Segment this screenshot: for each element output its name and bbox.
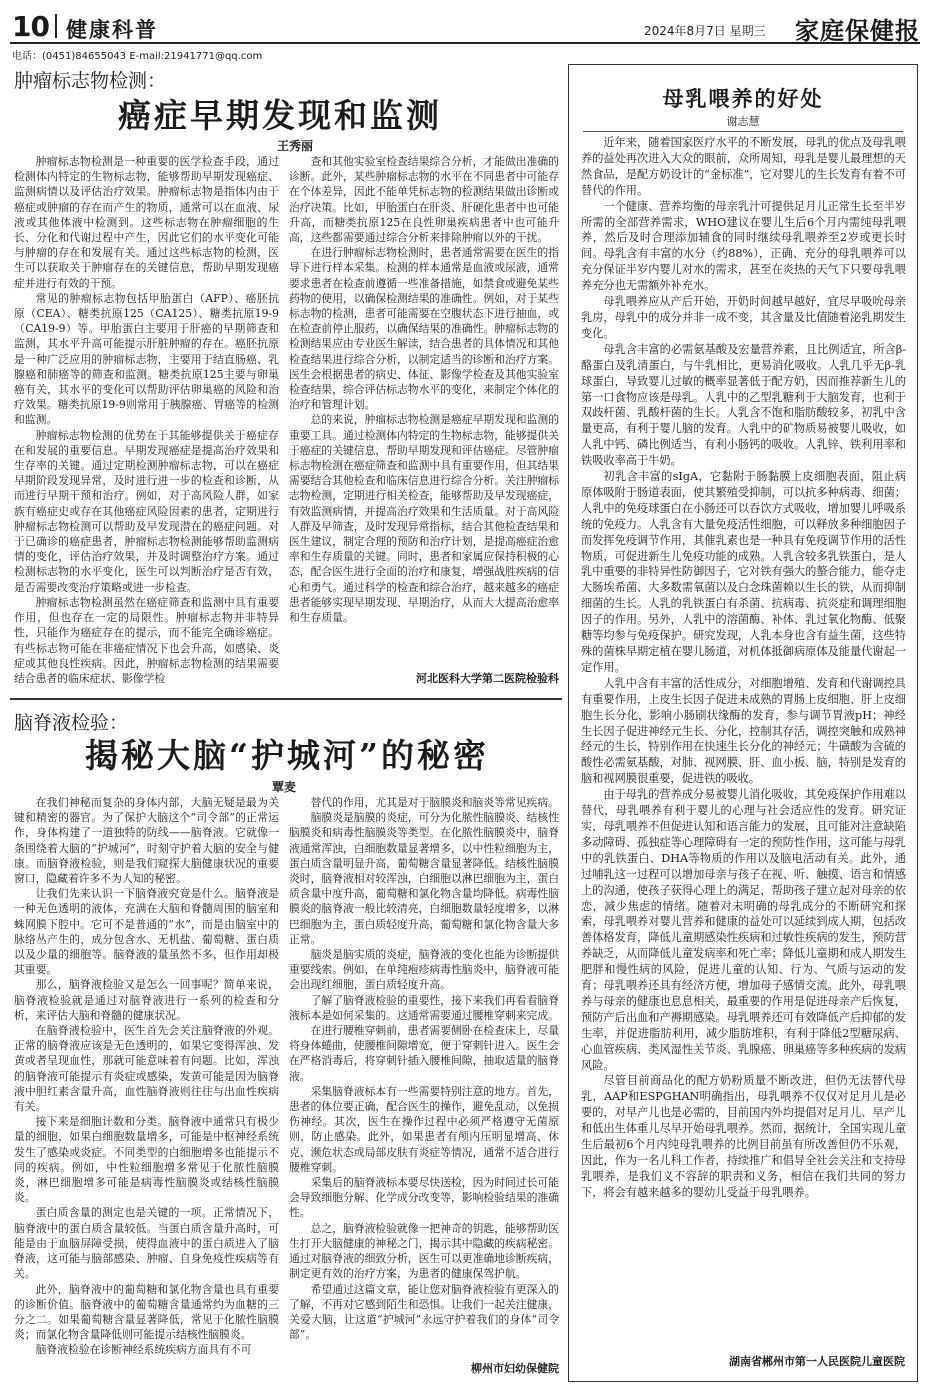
paragraph: 此外，脑脊液中的葡萄糖和氯化物含量也具有重要的诊断价值。脑脊液中的葡萄糖含量通常约为血糖的三分之二。如果葡萄糖含量显著降低，常见于化脓性脑膜炎；而氯化物含量降低则可能提示结核性脑膜炎。 — [14, 1282, 279, 1342]
section-title: 健康科普 — [66, 17, 158, 42]
article1-headline: 癌症早期发现和监测 — [118, 96, 442, 135]
article3-headline: 母乳喂养的好处 — [662, 86, 824, 111]
article3-title-rule — [583, 131, 903, 132]
paragraph: 接下来是细胞计数和分类。脑脊液中通常只有极少量的细胞，如果白细胞数量增多，可能是中枢神经系统发生了感染或炎症。不同类型的白细胞增多也能提示不同的疾病。例如，中性粒细胞增多常见于化脓性脑膜炎，淋巴细胞增多可能是病毒性脑膜炎或结核性脑膜炎。 — [14, 1115, 279, 1205]
paragraph: 让我们先来认识一下脑脊液究竟是什么。脑脊液是一种无色透明的液体，充满在大脑和脊髓周围的脑室和蛛网膜下腔中。它可不是普通的“水”，而是由脑室中的脉络丛产生的，成分包含水、无机盐、葡萄糖、蛋白质以及少量的细胞等。脑脊液的量虽然不多，但作用却极其重要。 — [14, 887, 279, 977]
paragraph: 一个健康、营养均衡的母亲乳汁可提供足月儿正常生长至半岁所需的全部营养需求，WHO建议在婴儿生后6个月内需纯母乳喂养，然后及时合理添加辅食的同时继续母乳喂养至2岁或更长时间。母乳含有丰富的水分（约88%），正确、充分的母乳喂养可以充分保证半岁内婴儿对水的需求，甚至在炎热的天气下只要母乳喂养充分也无需额外补充水。 — [581, 199, 906, 293]
article3-body — [581, 135, 906, 1347]
paragraph: 采集脑脊液标本有一些需要特别注意的地方。首先，患者的体位要正确，配合医生的操作，避免乱动，以免损伤神经。其次，医生在操作过程中必须严格遵守无菌原则，防止感染。此外，如果患者有颅内压明显增高、休克、濒危状态或局部皮肤有炎症等情况，通常不适合进行腰椎穿刺。 — [289, 1084, 559, 1174]
contact-line: 电话：(0451)84655043 E-mail:21941771@qq.com — [12, 51, 263, 62]
article2-author: 覃麦 — [272, 780, 297, 794]
article2-column-1 — [14, 795, 279, 1378]
paragraph: 希望通过这篇文章，能让您对脑脊液检验有更深入的了解，不再对它感到陌生和恐惧。让我们一起关注健康，关爱大脑，让这道“护城河”永远守护着我们的身体“司令部”。 — [289, 1282, 559, 1342]
paragraph: 肿瘤标志物检测是一种重要的医学检查手段，通过检测体内特定的生物标志物，能够帮助早期发现癌症、监测病情以及评估治疗效果。肿瘤标志物是指体内由于癌症或肿瘤的存在而产生的物质，通常可以在血液、尿液或其他体液中检测到。这些标志物在肿瘤细胞的生长、分化和代谢过程中产生，因此它们的水平变化可能与肿瘤的存在和发展有关。通过这些标志物的检测，医生可以获取关于肿瘤存在的关键信息，帮助早期发现癌症并进行有效的干预。 — [14, 155, 279, 290]
paragraph: 常见的肿瘤标志物包括甲胎蛋白（AFP）、癌胚抗原（CEA）、糖类抗原125（CA125）、糖类抗原19-9（CA19-9）等。甲胎蛋白主要用于肝癌的早期筛查和监测，其水平升高可能提示肝脏肿瘤的存在。癌胚抗原是一种广泛应用的肿瘤标志物，主要用于结直肠癌、乳腺癌和肺癌等的筛查和监测。糖类抗原125主要与卵巢癌有关，其水平的变化可以帮助评估卵巢癌的风险和治疗效果。糖类抗原19-9则常用于胰腺癌、胃癌等的检测和监测。 — [14, 291, 279, 427]
article2-credit: 柳州市妇幼保健院 — [471, 1362, 559, 1375]
article3-author: 谢志慧 — [726, 115, 760, 128]
article1-credit: 河北医科大学第二医院检验科 — [416, 672, 559, 685]
article2-kicker: 脑脊液检验： — [14, 712, 129, 734]
article1-column-2 — [289, 154, 559, 666]
paragraph: 在进行腰椎穿刺前，患者需要侧卧在检查床上，尽量将身体蜷曲，使腰椎间隙增宽，便于穿刺针进入。医生会在严格消毒后，将穿刺针插入腰椎间隙，抽取适量的脑脊液。 — [289, 1024, 559, 1083]
paragraph: 在我们神秘而复杂的身体内部，大脑无疑是最为关键和精密的器官。为了保护大脑这个“司令部”的正常运作，身体构建了一道独特的防线——脑脊液。它就像一条围绕着大脑的“护城河”，时刻守护着大脑的安全与健康。而脑脊液检验，则是我们窥探大脑健康状况的重要窗口，隐藏着许多不为人知的秘密。 — [14, 796, 279, 886]
paper-name: 家庭保健报 — [795, 16, 920, 45]
page-number: 10 — [12, 10, 49, 43]
article3-credit: 湖南省郴州市第一人民医院儿童医院 — [729, 1355, 905, 1368]
paragraph: 采集后的脑脊液标本要尽快送检，因为时间过长可能会导致细胞分解、化学成分改变等，影响检验结果的准确性。 — [289, 1176, 559, 1220]
masthead-divider — [55, 14, 57, 38]
paragraph: 总之，脑脊液检验就像一把神奇的钥匙，能够帮助医生打开大脑健康的神秘之门，揭示其中隐藏的疾病秘密。通过对脑脊液的细致分析，医生可以更准确地诊断疾病，制定更有效的治疗方案，为患者的健康保驾护航。 — [289, 1221, 559, 1281]
article2-column-2 — [289, 795, 559, 1357]
paragraph: 总的来说，肿瘤标志物检测是癌症早期发现和监测的重要工具。通过检测体内特定的生物标志物，能够提供关于癌症的关键信息，帮助早期发现和评估癌症。尽管肿瘤标志物检测在癌症筛查和监测中具有重要作用，但其结果需要结合其他检查和临床信息进行综合分析。关注肿瘤标志物检测，定期进行相关检查，能够帮助及早发现癌症，有效监测病情，并提高治疗效果和生活质量。对于高风险人群及早筛查，及时发现异常指标，结合其他检查结果和医生建议，制定合理的预防和治疗计划，是提高癌症治愈率和生存质量的关键。同时，患者和家属应保持积极的心态，配合医生进行全面的治疗和康复，增强战胜疾病的信心和勇气。通过科学的检查和综合治疗，越来越多的癌症患者能够实现早期发现、早期治疗，从而大大提高治愈率和生存质量。 — [289, 413, 559, 625]
paragraph: 由于母乳的营养成分易被婴儿消化吸收，其免疫保护作用难以替代，母乳喂养有利于婴儿的心理与社会适应性的发育。研究证实，母乳喂养不但促进认知和语言能力的发展，且可能对注意缺陷多动障碍、孤独症等心理障碍有一定的预防性作用，这可能与母乳中的乳铁蛋白、DHA等物质的作用以及脑电活动有关。此外，通过哺乳这一过程可以增加母亲与孩子在视、听、触摸、语言和情感上的沟通，使孩子获得心理上的满足，帮助孩子建立起对母亲的依恋，减少焦虑的情绪。随着对未明确的母乳成分的不断研究和探索，母乳喂养对婴儿营养和健康的益处可以延续到成人期，包括改善体格发育，降低儿童期感染性疾病和过敏性疾病的发生，预防营养缺乏，从而降低儿童发病率和死亡率；降低儿童期和成人期发生肥胖和慢性病的风险，促进儿童的认知、行为、气质与运动的发育；母乳喂养还具有经济方便，增加母子感情交流。此外，母乳喂养与母亲的健康也息息相关，最重要的作用是促进母亲产后恢复，预防产后出血和产褥期感染。母乳喂养还可有效降低产后抑郁的发生率，并促进脂肪利用，减少脂肪堆积，有利于降低2型糖尿病、心血管疾病、类风湿性关节炎、乳腺癌、卵巢癌等多种疾病的发病风险。 — [581, 788, 906, 1072]
paragraph: 脑脊液检验在诊断神经系统疾病方面具有不可 — [35, 1343, 252, 1357]
paragraph: 蛋白质含量的测定也是关键的一项。正常情况下，脑脊液中的蛋白质含量较低。当蛋白质含量升高时，可能是由于血脑屏障受损，使得血液中的蛋白质进入了脑脊液，这可能与脑部感染、肿瘤、自身免疫性疾病等有关。 — [14, 1206, 279, 1281]
paragraph: 近年来，随着国家医疗水平的不断发展，母乳的优点及母乳喂养的益处再次进入大众的眼前，众所周知，母乳是婴儿最理想的天然食品，是配方奶设计的“金标准”，它对婴儿的生长发育有着不可替代的作用。 — [581, 136, 906, 197]
paragraph: 脑膜炎是脑膜的炎症，可分为化脓性脑膜炎、结核性脑膜炎和病毒性脑膜炎等类型。在化脓性脑膜炎中，脑脊液通常浑浊，白细胞数量显著增多，以中性粒细胞为主，蛋白质含量明显升高，葡萄糖含量显著降低。结核性脑膜炎时，脑脊液相对较浑浊，白细胞以淋巴细胞为主，蛋白质含量中度升高，葡萄糖和氯化物含量均降低。病毒性脑膜炎的脑脊液一般比较清亮，白细胞数量轻度增多，以淋巴细胞为主，蛋白质轻度升高，葡萄糖和氯化物含量大多正常。 — [289, 811, 559, 946]
paragraph: 肿瘤标志物检测的优势在于其能够提供关于癌症存在和发展的重要信息。早期发现癌症是提高治疗效果和生存率的关键。通过定期检测肿瘤标志物，可以在癌症早期阶段发现异常，及时进行进一步的检查和诊断，从而进行早期干预和治疗。例如，对于高风险人群，如家族有癌症史或存在其他癌症风险因素的患者，定期进行肿瘤标志物检测可以帮助及早发现潜在的癌症问题。对于已确诊的癌症患者，肿瘤标志物检测能够帮助监测病情的变化，评估治疗效果，并及时调整治疗方案。通过检测标志物的水平变化，医生可以判断治疗是否有效，是否需要改变治疗策略或进一步检查。 — [14, 428, 279, 594]
masthead — [10, 8, 920, 44]
article3-box — [568, 64, 918, 1382]
issue-date: 2024年8月7日 星期三 — [644, 24, 766, 38]
paragraph: 尽管目前商品化的配方奶粉质量不断改进，但仍无法替代母乳，AAP和ESPGHAN明确指出，母乳喂养不仅仅对足月儿是必要的，对早产儿也是必需的，目前国内外均提倡对足月儿、早产儿和低出生体重儿尽早开始母乳喂养。然而，据统计，全国实现儿童生后最初6个月内纯母乳喂养的比例目前虽有所改善但仍不乐观，因此，作为一名儿科工作者，持续推广和倡导全社会关注和支持母乳喂养，是我们义不容辞的职责和义务，相信在我们共同的努力下，将会有越来越多的婴幼儿受益于母乳喂养。 — [581, 1074, 906, 1199]
paragraph: 初乳含丰富的sIgA，它黏附于肠黏膜上皮细胞表面，阻止病原体吸附于肠道表面，使其繁殖受抑制，可以抗多种病毒、细菌；人乳中的免疫球蛋白在小肠还可以吞饮方式吸收，增加婴儿呼吸系统的免疫力。人乳含有大量免疫活性细胞，可以释放多种细胞因子而发挥免疫调节作用，其催乳素也是一种具有免疫调节作用的活性物质，可促进新生儿免疫功能的成熟。人乳含较多乳铁蛋白，是人乳中重要的非特异性防御因子，它对铁有强大的螯合能力，能夺走大肠埃希菌、大多数需氧菌以及白念珠菌赖以生长的铁，从而抑制细菌的生长。人乳的乳铁蛋白有杀菌、抗病毒、抗炎症和调理细胞因子的作用。另外，人乳中的溶菌酶、补体、乳过氧化物酶、低聚糖等均参与免疫保护。研究发现，人乳本身也含有益生菌，这些特殊的菌株早期定植在婴儿肠道，对机体抵御病原体及能量代谢起一定作用。 — [581, 470, 906, 674]
paragraph: 那么，脑脊液检验又是怎么一回事呢？简单来说，脑脊液检验就是通过对脑脊液进行一系列的检查和分析，来评估大脑和脊髓的健康状况。 — [14, 978, 279, 1022]
paragraph: 母乳含丰富的必需氨基酸及宏量营养素，且比例适宜，所含β-酪蛋白及乳清蛋白，与牛乳相比，更易消化吸收。人乳几乎无β-乳球蛋白，导致婴儿过敏的概率显著低于配方奶，因而推荐新生儿的第一口食物应该是母乳。人乳中的乙型乳糖利于大脑发育，也利于双歧杆菌、乳酸杆菌的生长。人乳含不饱和脂肪酸较多，初乳中含量更高，有利于婴儿脑的发育。人乳中的矿物质易被婴儿吸收，如人乳中钙、磷比例适当，有利小肠钙的吸收。人乳锌、铁利用率和铁吸收率高于牛奶。 — [581, 342, 906, 468]
paragraph: 查和其他实验室检查结果综合分析，才能做出准确的诊断。此外，某些肿瘤标志物的水平在不同患者中可能存在个体差异，因此不能单凭标志物的检测结果做出诊断或治疗决策。比如，甲胎蛋白在肝炎、肝硬化患者中也可能升高，而糖类抗原125在良性卵巢疾病患者中也可能升高，这些都需要通过综合分析来排除肿瘤以外的干扰。 — [289, 155, 559, 245]
paragraph: 肿瘤标志物检测虽然在癌症筛查和监测中具有重要作用，但也存在一定的局限性。肿瘤标志物并非特异性，只能作为癌症存在的提示，而不能完全确诊癌症。有些标志物可能在非癌症情况下也会升高，如感染、炎症或其他良性疾病。因此，肿瘤标志物检测的结果需要结合患者的临床症状、影像学检 — [14, 595, 279, 685]
paragraph: 了解了脑脊液检验的重要性，接下来我们再看看脑脊液标本是如何采集的。这通常需要通过腰椎穿刺来完成。 — [289, 993, 559, 1022]
article2-headline: 揭秘大脑“护城河”的秘密 — [85, 736, 489, 775]
article-divider — [10, 698, 562, 700]
paragraph: 在进行肿瘤标志物检测时，患者通常需要在医生的指导下进行样本采集。检测的样本通常是血液或尿液，通常要求患者在检查前遵循一些准备措施，如禁食或避免某些药物的使用，以确保检测结果的准确性。例如，对于某些标志物的检测，患者可能需要在空腹状态下进行抽血，或在检查前停止服药，以确保结果的准确性。肿瘤标志物的检测结果应由专业医生解读，结合患者的具体情况和其他检查结果进行综合分析，以制定适当的诊断和治疗方案。医生会根据患者的病史、体征、影像学检查及其他实验室检查结果，综合评估标志物水平的变化，来制定个体化的治疗和管理计划。 — [289, 246, 559, 412]
paragraph: 替代的作用，尤其是对于脑膜炎和脑炎等常见疾病。 — [310, 796, 559, 809]
paragraph: 在脑脊液检验中，医生首先会关注脑脊液的外观。正常的脑脊液应该是无色透明的，如果它变得浑浊、发黄或者呈现血性，那就可能意味着有问题。比如，浑浊的脑脊液可能提示有炎症或感染，发黄可能是因为脑脊液中胆红素含量升高，血性脑脊液则往往与出血性疾病有关。 — [14, 1024, 279, 1114]
paragraph: 母乳喂养应从产后开始，开奶时间越早越好，宜尽早吸吮母亲乳房，母乳中的成分并非一成不变，其含量及比值随着泌乳期发生变化。 — [581, 295, 906, 340]
article1-kicker: 肿瘤标志物检测： — [14, 70, 167, 92]
paragraph: 脑炎是脑实质的炎症，脑脊液的变化也能为诊断提供重要线索。例如，在单纯疱疹病毒性脑炎中，脑脊液可能会出现红细胞，蛋白质轻度升高。 — [289, 948, 559, 992]
paragraph: 人乳中含有丰富的活性成分，对细胞增殖、发育和代谢调控具有重要作用，上皮生长因子促进未成熟的胃肠上皮细胞、肝上皮细胞生长分化，影响小肠刷状缘酶的发育，参与调节胃液pH；神经生长因子促进神经元生长、分化，控制其存活，调控突触和成熟神经元的生长，特别作用在快速生长分化的神经元；牛磺酸为含硫的酸性必需氨基酸，对肺、视网膜、肝、血小板、脑，特别是发育的脑和视网膜很重要，促进铁的吸收。 — [581, 676, 906, 786]
article1-column-1 — [14, 154, 279, 688]
article1-author: 王秀丽 — [277, 139, 314, 153]
